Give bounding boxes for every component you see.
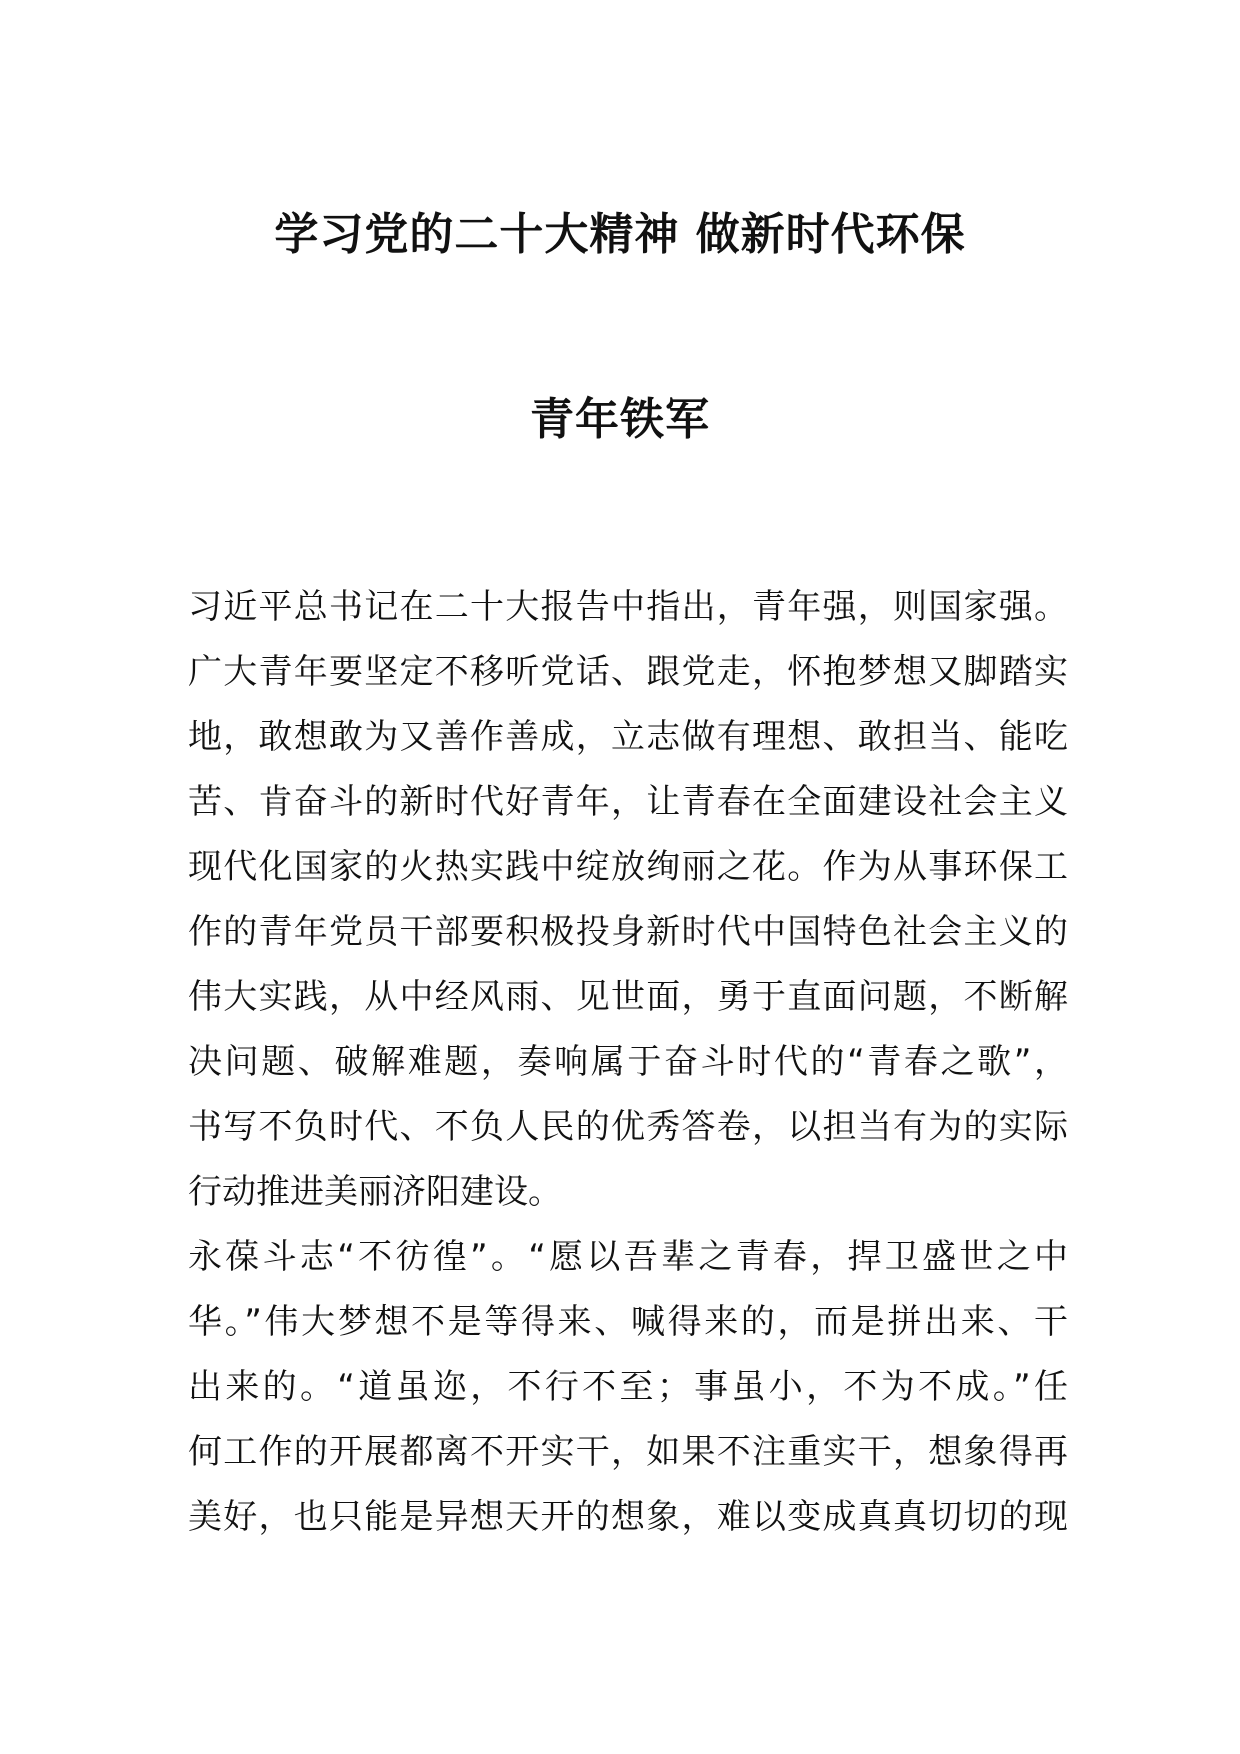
text-line: 广大青年要坚定不移听党话、跟党走，怀抱梦想又脚踏实 [188,652,1068,692]
text-line: 永葆斗志“不彷徨”。“愿以吾辈之青春，捍卫盛世之中 [188,1237,1068,1277]
text-line: 决问题、破解难题，奏响属于奋斗时代的“青春之歌”， [188,1042,1068,1082]
document-title-line-2: 青年铁军 [530,394,710,445]
text-line: 出来的。“道虽迩，不行不至；事虽小，不为不成。”任 [188,1367,1068,1407]
text-line: 美好，也只能是异想天开的想象，难以变成真真切切的现 [188,1497,1068,1537]
text-line: 地，敢想敢为又善作善成，立志做有理想、敢担当、能吃 [188,717,1068,757]
text-line: 行动推进美丽济阳建设。 [188,1172,562,1212]
text-line: 书写不负时代、不负人民的优秀答卷，以担当有为的实际 [188,1107,1068,1147]
document-body [188,575,1068,1550]
text-line: 华。”伟大梦想不是等得来、喊得来的，而是拼出来、干 [188,1302,1068,1342]
text-line: 现代化国家的火热实践中绽放绚丽之花。作为从事环保工 [188,847,1068,887]
text-line: 何工作的开展都离不开实干，如果不注重实干，想象得再 [188,1432,1068,1472]
text-line: 伟大实践，从中经风雨、见世面，勇于直面问题，不断解 [188,977,1068,1017]
text-line: 作的青年党员干部要积极投身新时代中国特色社会主义的 [188,912,1068,952]
document-title-line-1: 学习党的二十大精神 做新时代环保 [274,209,966,260]
paragraph-2 [188,1225,1068,1550]
text-line: 习近平总书记在二十大报告中指出，青年强，则国家强。 [188,587,1068,627]
text-line: 苦、肯奋斗的新时代好青年，让青春在全面建设社会主义 [188,782,1068,822]
paragraph-1 [188,575,1068,1225]
